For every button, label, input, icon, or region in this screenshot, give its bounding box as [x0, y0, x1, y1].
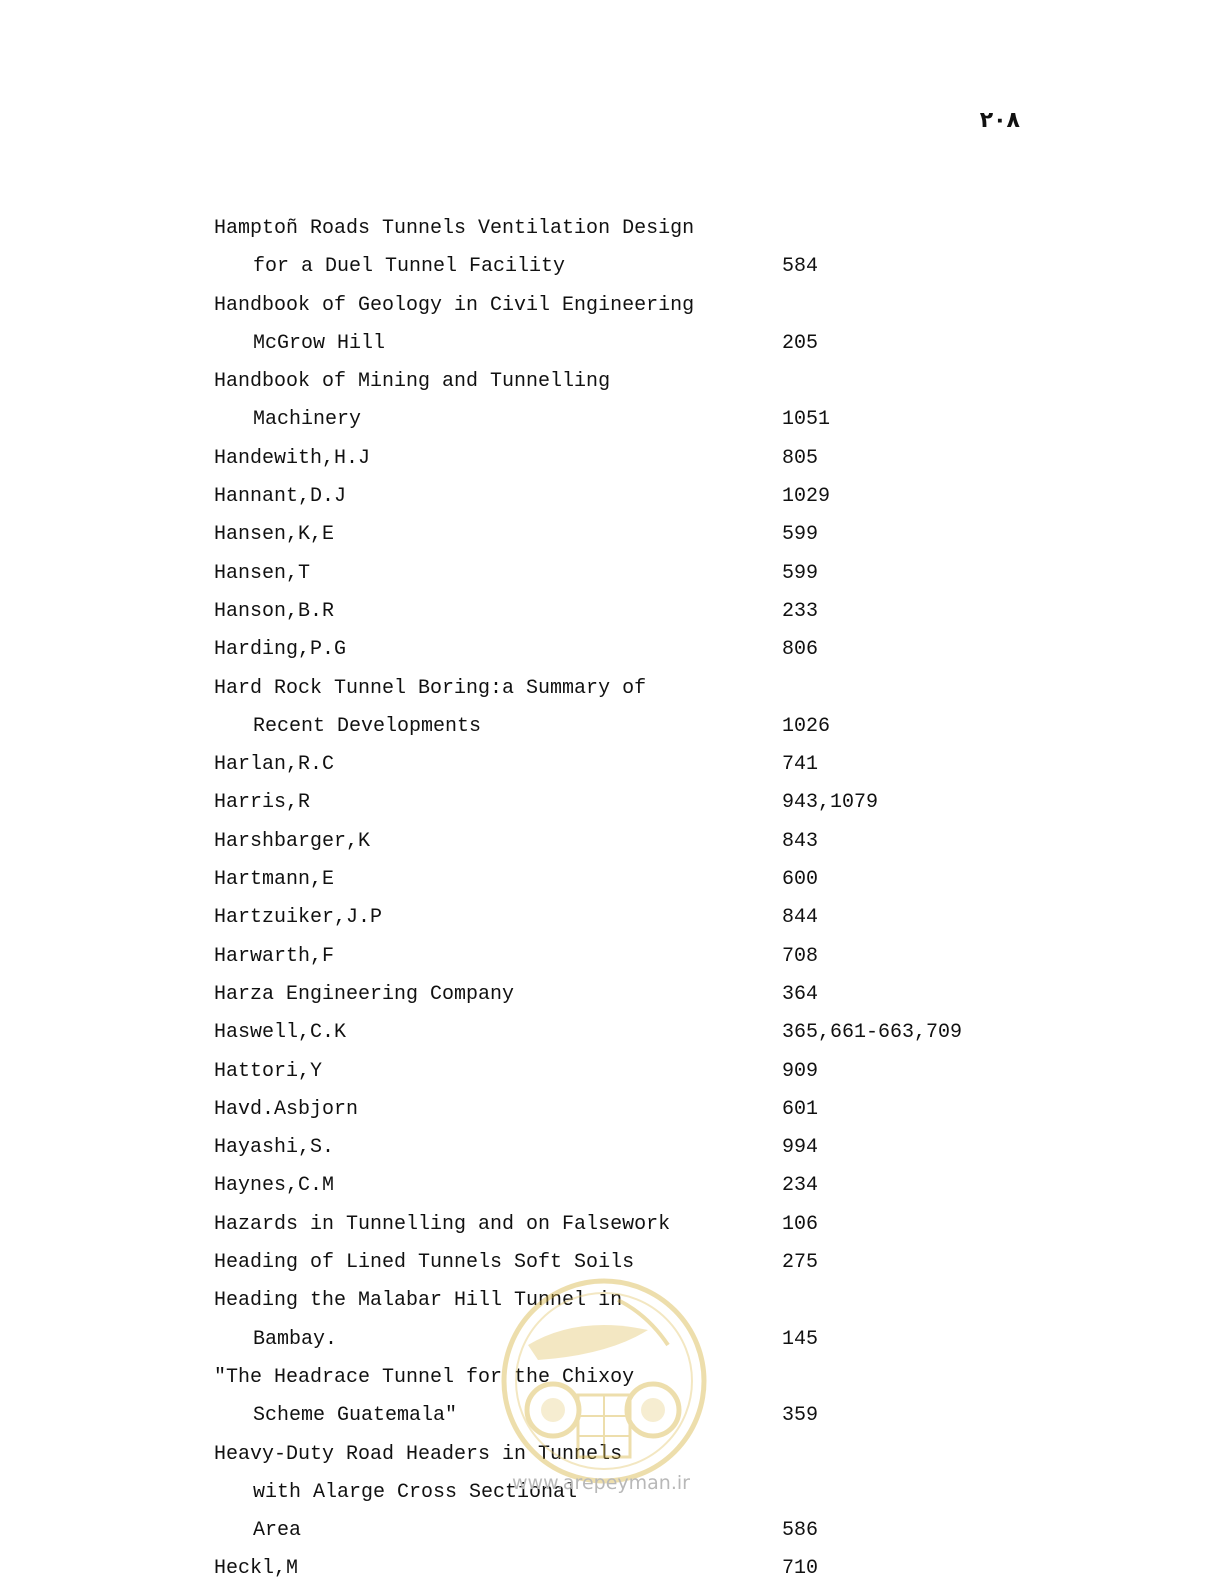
entry-text: Area	[253, 1519, 302, 1543]
entry-text: Haswell,C.K	[214, 1021, 347, 1045]
entry-text: Hannant,D.J	[214, 485, 347, 509]
entry-text: Harshbarger,K	[214, 829, 371, 853]
index-entry	[214, 1014, 1034, 1052]
entry-page-ref: 275	[782, 1251, 819, 1275]
entry-page-ref: 106	[782, 1212, 819, 1236]
entry-text: Handbook of Mining and Tunnelling	[214, 370, 611, 394]
index-entry	[214, 746, 1034, 784]
entry-text: with Alarge Cross Sectional	[253, 1480, 578, 1504]
entry-text: Heading the Malabar Hill Tunnel in	[214, 1289, 623, 1313]
index-entry	[214, 401, 1034, 439]
entry-text: "The Headrace Tunnel for the Chixoy	[214, 1365, 635, 1389]
entry-text: for a Duel Tunnel Facility	[253, 255, 566, 279]
entry-page-ref: 364	[782, 982, 819, 1006]
entry-page-ref: 601	[782, 1097, 819, 1121]
index-entry	[214, 440, 1034, 478]
entry-text: Hazards in Tunnelling and on Falsework	[214, 1212, 671, 1236]
entry-text: Scheme Guatemala"	[253, 1404, 458, 1428]
entry-text: Handewith,H.J	[214, 446, 371, 470]
entry-text: Hanson,B.R	[214, 599, 335, 623]
index-entry	[214, 593, 1034, 631]
entry-text: Hattori,Y	[214, 1059, 323, 1083]
index-entry	[214, 248, 1034, 286]
entry-text: Harwarth,F	[214, 944, 335, 968]
entry-text: Hansen,K,E	[214, 523, 335, 547]
entry-text: Hard Rock Tunnel Boring:a Summary of	[214, 676, 647, 700]
index-entry	[214, 1053, 1034, 1091]
entry-page-ref: 234	[782, 1174, 819, 1198]
entry-page-ref: 584	[782, 255, 819, 279]
index-entry	[214, 976, 1034, 1014]
entry-page-ref: 145	[782, 1327, 819, 1351]
index-entry	[214, 1167, 1034, 1205]
entry-page-ref: 806	[782, 638, 819, 662]
entry-page-ref: 994	[782, 1136, 819, 1160]
index-entry	[214, 784, 1034, 822]
entry-text: Haynes,C.M	[214, 1174, 335, 1198]
entry-text: McGrow Hill	[253, 331, 386, 355]
index-entry	[214, 1512, 1034, 1550]
entry-page-ref: 710	[782, 1557, 819, 1581]
index-entry	[214, 478, 1034, 516]
entry-text: Harlan,R.C	[214, 753, 335, 777]
entry-text: Harza Engineering Company	[214, 982, 515, 1006]
index-entry	[214, 1129, 1034, 1167]
index-entry	[214, 1091, 1034, 1129]
entry-page-ref: 359	[782, 1404, 819, 1428]
entry-page-ref: 586	[782, 1519, 819, 1543]
entry-page-ref: 600	[782, 868, 819, 892]
page-number: ۲۰۸	[979, 108, 1020, 133]
watermark-seal-icon	[498, 1275, 710, 1487]
index-entry	[214, 823, 1034, 861]
index-entry	[214, 708, 1034, 746]
index-entry	[214, 938, 1034, 976]
entry-text: Harris,R	[214, 791, 311, 815]
index-entry	[214, 1550, 1034, 1588]
entry-text: Hamptoñ Roads Tunnels Ventilation Design	[214, 217, 695, 240]
entry-text: Havd.Asbjorn	[214, 1097, 359, 1121]
entry-page-ref: 233	[782, 599, 819, 623]
entry-text: Hartzuiker,J.P	[214, 906, 383, 930]
entry-page-ref: 1026	[782, 714, 831, 738]
index-entry	[214, 516, 1034, 554]
entry-text: Hayashi,S.	[214, 1136, 335, 1160]
index-entry	[214, 1206, 1034, 1244]
entry-text: Heading of Lined Tunnels Soft Soils	[214, 1251, 635, 1275]
index-entry	[214, 325, 1034, 363]
entry-text: Heckl,M	[214, 1557, 299, 1581]
watermark-url: www.arepeyman.ir	[512, 1472, 690, 1494]
entry-text: Harding,P.G	[214, 638, 347, 662]
entry-page-ref: 741	[782, 753, 819, 777]
entry-page-ref: 365,661-663,709	[782, 1021, 963, 1045]
index-entry	[214, 210, 1034, 248]
index-entry	[214, 631, 1034, 669]
index-entry	[214, 861, 1034, 899]
index-entry	[214, 899, 1034, 937]
entry-page-ref: 943,1079	[782, 791, 879, 815]
entry-text: Hartmann,E	[214, 868, 335, 892]
entry-page-ref: 1029	[782, 485, 831, 509]
entry-text: Hansen,T	[214, 561, 311, 585]
entry-text: Bambay.	[253, 1327, 338, 1351]
index-entry	[214, 670, 1034, 708]
entry-text: Heavy-Duty Road Headers in Tunnels	[214, 1442, 623, 1466]
entry-page-ref: 205	[782, 331, 819, 355]
entry-text: Recent Developments	[253, 714, 482, 738]
entry-page-ref: 599	[782, 561, 819, 585]
entry-page-ref: 909	[782, 1059, 819, 1083]
entry-page-ref: 599	[782, 523, 819, 547]
index-entry	[214, 363, 1034, 401]
index-entry	[214, 555, 1034, 593]
entry-page-ref: 708	[782, 944, 819, 968]
entry-text: Handbook of Geology in Civil Engineering	[214, 293, 695, 317]
entry-text: Machinery	[253, 408, 362, 432]
entry-page-ref: 843	[782, 829, 819, 853]
entry-page-ref: 844	[782, 906, 819, 930]
entry-page-ref: 805	[782, 446, 819, 470]
entry-page-ref: 1051	[782, 408, 831, 432]
index-entry	[214, 287, 1034, 325]
